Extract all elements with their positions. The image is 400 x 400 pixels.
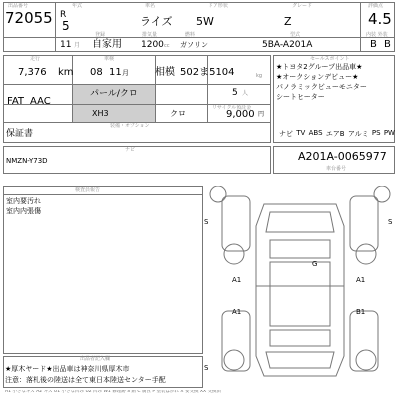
header-divider	[3, 37, 395, 38]
mark-label: S	[204, 364, 209, 372]
warranty: 保証書	[6, 129, 34, 139]
options-label: 装備・オプション	[110, 123, 150, 129]
doors-label: ドア形状	[208, 3, 228, 9]
mirror-left	[210, 186, 226, 202]
displacement-unit: cc	[164, 43, 170, 49]
displacement-label: 排気量	[142, 32, 158, 38]
interior-color: クロ	[170, 109, 186, 118]
reg-month: 11	[60, 40, 72, 50]
notice-line: ★厚木ヤード★出品車は神奈川県厚木市	[5, 365, 130, 373]
shift: FAT	[7, 96, 25, 107]
usage: 自家用	[92, 39, 122, 50]
fuel: ガソリン	[180, 41, 208, 49]
kg-unit: kg	[256, 73, 263, 79]
bottom-label: 出品者記入欄	[80, 356, 111, 362]
model-year: 5	[62, 19, 70, 33]
rear-left-panel	[222, 311, 250, 371]
grade-label: グレード	[292, 3, 313, 9]
inspection-label: 車検	[104, 56, 115, 62]
windshield	[270, 240, 330, 258]
sales-points-list	[276, 64, 394, 101]
car-body	[256, 204, 344, 376]
mark-label: A1	[356, 276, 366, 284]
era: R	[60, 10, 67, 20]
front-right-panel	[350, 196, 378, 251]
mark-label: A1	[232, 276, 242, 284]
model-code: 5BA-A201A	[262, 40, 313, 50]
rear-right-panel	[350, 311, 378, 371]
sales-points-label: セールスポイント	[310, 56, 350, 62]
ac: AAC	[30, 96, 51, 107]
inspection-year: 08	[90, 67, 103, 78]
spec-col-3	[207, 55, 208, 122]
int-ext-label: 内装 外装	[366, 32, 388, 38]
trunk	[266, 352, 334, 368]
header-sep-1	[55, 2, 56, 52]
interior-score: B	[370, 39, 377, 50]
wheel-rl	[224, 350, 244, 370]
equipment-bar	[279, 129, 395, 139]
model-label: 型式	[290, 32, 301, 38]
fuel-label: 燃料	[185, 32, 196, 38]
wheel-fr	[356, 244, 376, 264]
inspection-month: 11	[109, 67, 122, 78]
mileage-label: 走行	[30, 56, 41, 62]
front-left-panel	[222, 196, 250, 251]
roof	[270, 262, 330, 326]
recycle-unit: 円	[258, 111, 265, 118]
reg-month-unit: 月	[74, 42, 81, 49]
capacity: 5	[232, 88, 238, 98]
sales-point: ★オークションデビュー★	[276, 73, 359, 81]
inspector-note: 室内内張傷	[6, 207, 41, 215]
year-label: 年式	[72, 3, 83, 9]
sales-point: シートヒーター	[276, 93, 325, 101]
mark-label: S	[204, 218, 209, 226]
equip-navi: ナビ	[279, 130, 293, 138]
equip-ps: PS	[371, 129, 381, 137]
mark-label: B1	[356, 308, 366, 316]
equip-abs: ABS	[308, 129, 323, 137]
inspector-line	[3, 194, 203, 195]
car-damage-diagram	[204, 186, 396, 388]
rear-window	[270, 330, 330, 346]
header-sep-2	[360, 2, 361, 52]
car-name-label: 車名	[145, 3, 156, 9]
door-type: 5W	[196, 15, 214, 28]
equip-pw: PW	[383, 129, 395, 137]
footer-legend: A1 小さなキズ A2 キズ U1 小さな凹み U2 凹み W1 修理跡 S 錆 C 腐食 P 塗装はがれ X 要交換 XX 交換済	[5, 390, 221, 394]
grade: Z	[284, 15, 292, 28]
inspector-note: 室内要汚れ	[6, 197, 41, 205]
mark-label: A1	[232, 308, 242, 316]
equip-airbag: エアB	[325, 130, 345, 138]
mileage-unit: km	[58, 67, 74, 78]
exterior-score: B	[384, 39, 391, 50]
mark-label: G	[312, 260, 318, 268]
body-model-code: XH3	[92, 109, 109, 118]
equip-tv: TV	[296, 129, 306, 137]
displacement: 1200	[141, 40, 164, 50]
sales-point: パノラミックビューモニター	[276, 83, 367, 91]
mileage: 7,376	[18, 67, 47, 78]
equip-alloy: アルミ	[347, 130, 369, 138]
inspector-label: 検査員報告	[75, 187, 101, 193]
mark-label: S	[388, 218, 393, 226]
price-value: 502ま5104	[180, 67, 235, 78]
registration-label: 登録	[95, 32, 106, 38]
car-name: ライズ	[140, 15, 173, 28]
inspection-month-unit: 月	[122, 69, 129, 77]
mirror-right	[374, 186, 390, 202]
price-label: 相模	[155, 67, 175, 78]
capacity-unit: 人	[242, 90, 249, 97]
spec-col-2	[155, 55, 156, 122]
lot-no-label: 出品番号	[8, 3, 29, 9]
wheel-rr	[356, 350, 376, 370]
vin-label: 車台番号	[326, 166, 347, 172]
recycle-value: 9,000	[226, 109, 255, 120]
score-label: 評価点	[368, 3, 384, 9]
notice-line: 注意：落札後の陸送は全て東日本陸送センター手配	[5, 376, 166, 384]
hood	[266, 212, 334, 232]
lot-number: 72055	[5, 9, 53, 27]
body-color: パール/クロ	[90, 89, 138, 99]
wheel-fl	[224, 244, 244, 264]
score: 4.5	[368, 10, 392, 28]
nav-label: ナビ	[125, 147, 136, 153]
sales-point: ★トヨタ2グループ出品車★	[276, 63, 363, 71]
nav-model: NMZN-Y73D	[6, 157, 48, 165]
vin-number: A201A-0065977	[298, 150, 387, 163]
model-code-cell	[73, 105, 155, 122]
recycle-label: リサイクル預託金	[212, 105, 252, 111]
